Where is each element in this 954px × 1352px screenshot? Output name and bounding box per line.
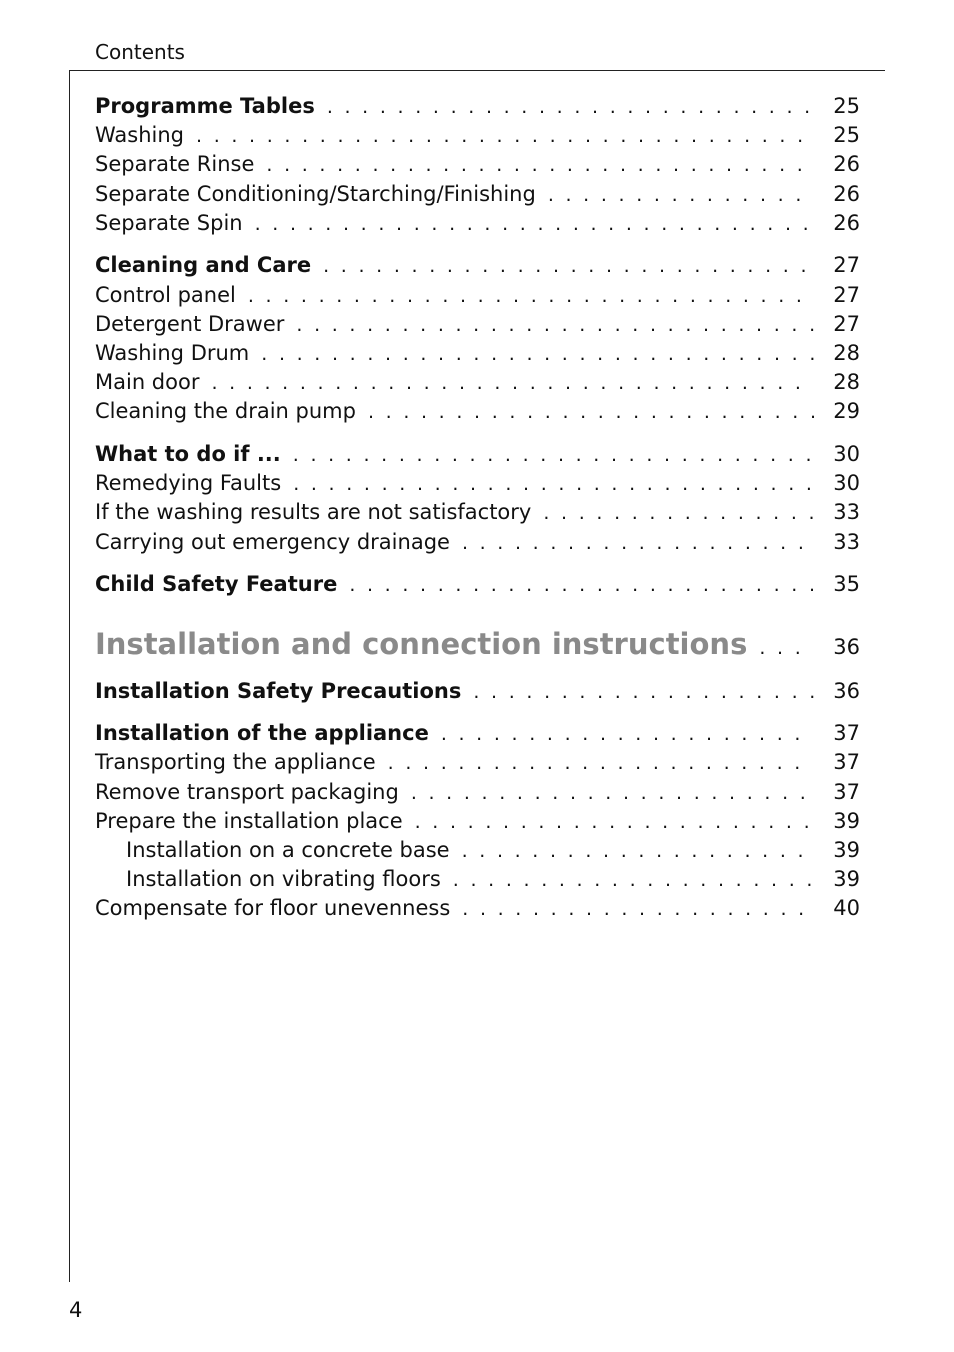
toc-entry-title: If the washing results are not satisfactory bbox=[95, 500, 532, 525]
toc-entry-page: 25 bbox=[833, 94, 860, 118]
toc-entry[interactable] bbox=[95, 182, 860, 211]
toc-entry-page: 36 bbox=[833, 678, 860, 703]
leader-dots bbox=[453, 869, 814, 891]
toc-entry-page: 33 bbox=[833, 500, 860, 525]
header-rule bbox=[69, 70, 885, 71]
toc-entry-page: 39 bbox=[833, 808, 860, 833]
toc-entry[interactable] bbox=[95, 312, 860, 341]
toc-entry[interactable] bbox=[95, 152, 860, 181]
toc-entry-title: Remove transport packaging bbox=[95, 779, 399, 804]
toc-entry[interactable] bbox=[95, 530, 860, 559]
toc-subentry[interactable] bbox=[95, 867, 860, 896]
toc-entry[interactable] bbox=[95, 253, 860, 282]
page-number: 4 bbox=[69, 1298, 83, 1322]
toc-entry[interactable] bbox=[95, 500, 860, 529]
leader-dots bbox=[248, 285, 814, 307]
toc-entry[interactable] bbox=[95, 94, 860, 123]
leader-dots bbox=[349, 574, 814, 596]
toc-entry[interactable] bbox=[95, 123, 860, 152]
toc-entry-page: 35 bbox=[833, 572, 860, 597]
toc-entry-title: Detergent Drawer bbox=[95, 311, 285, 336]
toc-entry-title: Carrying out emergency drainage bbox=[95, 529, 450, 554]
toc-entry[interactable] bbox=[95, 211, 860, 240]
toc-entry[interactable] bbox=[95, 471, 860, 500]
toc-entry-page: 29 bbox=[833, 399, 860, 424]
leader-dots bbox=[548, 184, 814, 206]
leader-dots bbox=[441, 723, 814, 745]
leader-dots bbox=[255, 213, 814, 235]
leader-dots bbox=[411, 782, 814, 804]
toc-entry-title: What to do if ... bbox=[95, 442, 281, 467]
leader-dots bbox=[368, 401, 814, 423]
toc-entry[interactable] bbox=[95, 442, 860, 471]
toc-entry-page: 40 bbox=[833, 896, 860, 921]
toc-entry-page: 28 bbox=[833, 370, 860, 395]
leader-dots bbox=[293, 473, 814, 495]
toc-entry-title: Separate Conditioning/Starching/Finishing bbox=[95, 181, 536, 206]
toc-entry-title: Programme Tables bbox=[95, 94, 315, 118]
leader-dots bbox=[543, 502, 814, 524]
toc-entry[interactable] bbox=[95, 370, 860, 399]
toc-entry[interactable] bbox=[95, 750, 860, 779]
toc-entry-page: 26 bbox=[833, 181, 860, 206]
margin-rule bbox=[69, 70, 70, 1282]
table-of-contents bbox=[95, 94, 860, 926]
toc-entry-page: 37 bbox=[833, 721, 860, 746]
leader-dots bbox=[211, 372, 814, 394]
toc-entry[interactable] bbox=[95, 809, 860, 838]
toc-entry-title: Cleaning and Care bbox=[95, 253, 312, 278]
running-header: Contents bbox=[95, 40, 185, 64]
toc-entry-page: 28 bbox=[833, 341, 860, 365]
toc-entry-title: Transporting the appliance bbox=[95, 750, 376, 775]
toc-chapter-entry[interactable] bbox=[95, 627, 860, 679]
leader-dots bbox=[261, 343, 814, 365]
toc-entry-page: 36 bbox=[833, 634, 860, 659]
toc-entry-page: 33 bbox=[833, 529, 860, 554]
toc-entry[interactable] bbox=[95, 679, 860, 708]
leader-dots bbox=[266, 154, 814, 176]
toc-entry-page: 26 bbox=[833, 210, 860, 235]
leader-dots bbox=[196, 125, 814, 147]
toc-chapter-title: Installation and connection instructions bbox=[95, 626, 748, 661]
toc-entry[interactable] bbox=[95, 341, 860, 370]
leader-dots bbox=[462, 898, 814, 920]
leader-dots bbox=[415, 811, 814, 833]
toc-entry[interactable] bbox=[95, 780, 860, 809]
toc-entry-page: 30 bbox=[833, 471, 860, 496]
toc-entry-page: 39 bbox=[833, 837, 860, 862]
leader-dots bbox=[473, 681, 814, 703]
toc-entry-title: Installation Safety Precautions bbox=[95, 678, 462, 703]
leader-dots bbox=[462, 840, 814, 862]
toc-entry[interactable] bbox=[95, 721, 860, 750]
toc-entry-title: Installation of the appliance bbox=[95, 721, 429, 746]
toc-entry-title: Child Safety Feature bbox=[95, 572, 338, 597]
toc-entry-page: 37 bbox=[833, 750, 860, 775]
toc-entry-page: 27 bbox=[833, 282, 860, 307]
toc-entry-title: Installation on a concrete base bbox=[126, 837, 450, 862]
toc-entry[interactable] bbox=[95, 896, 860, 925]
leader-dots bbox=[327, 96, 814, 118]
toc-entry-title: Cleaning the drain pump bbox=[95, 399, 356, 424]
leader-dots bbox=[296, 314, 814, 336]
leader-dots bbox=[323, 255, 814, 277]
toc-subentry[interactable] bbox=[95, 838, 860, 867]
toc-entry-title: Prepare the installation place bbox=[95, 808, 403, 833]
toc-entry-page: 37 bbox=[833, 779, 860, 804]
toc-entry-page: 26 bbox=[833, 152, 860, 177]
toc-entry-page: 39 bbox=[833, 867, 860, 892]
toc-entry-title: Separate Rinse bbox=[95, 152, 255, 177]
toc-entry-title: Remedying Faults bbox=[95, 471, 282, 496]
toc-entry[interactable] bbox=[95, 283, 860, 312]
toc-entry-page: 25 bbox=[833, 123, 860, 148]
toc-entry-title: Washing bbox=[95, 123, 185, 148]
leader-dots bbox=[388, 752, 814, 774]
leader-dots bbox=[293, 444, 814, 466]
leader-dots bbox=[462, 532, 814, 554]
toc-entry-page: 30 bbox=[833, 442, 860, 467]
toc-entry-title: Installation on vibrating floors bbox=[126, 867, 441, 892]
leader-dots bbox=[759, 637, 814, 659]
toc-entry-page: 27 bbox=[833, 311, 860, 336]
toc-entry[interactable] bbox=[95, 572, 860, 601]
toc-entry-title: Control panel bbox=[95, 282, 236, 307]
toc-entry[interactable] bbox=[95, 399, 860, 428]
toc-entry-title: Compensate for floor unevenness bbox=[95, 896, 451, 921]
toc-entry-title: Separate Spin bbox=[95, 210, 243, 235]
toc-entry-title: Main door bbox=[95, 370, 200, 395]
toc-entry-title: Washing Drum bbox=[95, 341, 250, 365]
toc-entry-page: 27 bbox=[833, 253, 860, 278]
